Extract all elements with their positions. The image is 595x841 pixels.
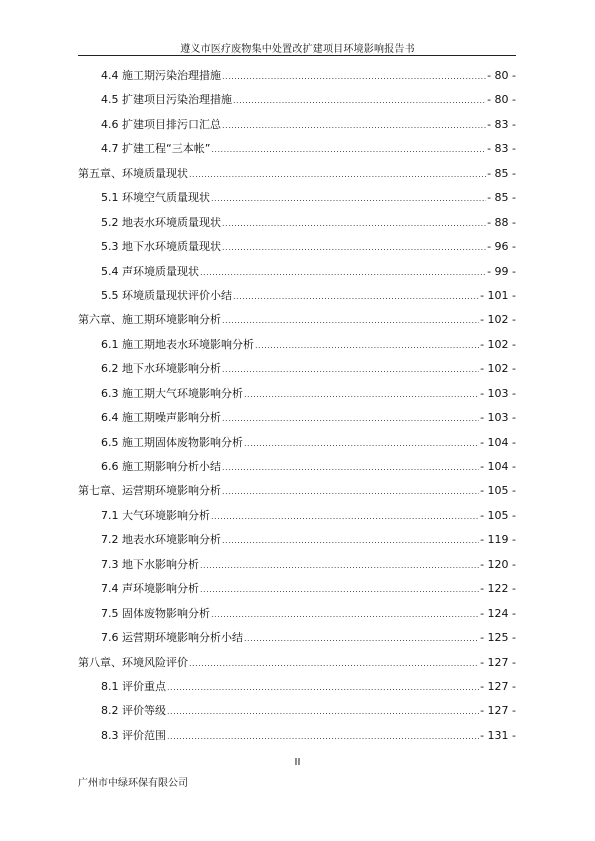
toc-entry-page[interactable]: - 104 -: [480, 435, 516, 449]
toc-entry[interactable]: [78, 214, 516, 238]
toc-entry[interactable]: [78, 531, 516, 555]
toc-entry[interactable]: [78, 263, 516, 287]
footer-company-name: 广州市中绿环保有限公司: [78, 778, 188, 789]
toc-entry-label[interactable]: 第八章、环境风险评价: [78, 655, 188, 669]
toc-entry[interactable]: [78, 458, 516, 482]
toc-entry[interactable]: [78, 580, 516, 604]
toc-entry[interactable]: [78, 605, 516, 629]
toc-entry[interactable]: [78, 287, 516, 311]
toc-entry[interactable]: [78, 238, 516, 262]
toc-entry-label[interactable]: 4.7 扩建工程“三本帐”: [101, 142, 211, 156]
toc-entry[interactable]: [78, 629, 516, 653]
toc-entry-page[interactable]: - 99 -: [487, 264, 516, 278]
toc-entry-label[interactable]: 第六章、施工期环境影响分析: [78, 313, 221, 327]
toc-entry-page[interactable]: - 83 -: [487, 142, 516, 156]
toc-entry-page[interactable]: - 127 -: [480, 704, 516, 718]
toc-entry[interactable]: [78, 91, 516, 115]
toc-entry-label[interactable]: 7.2 地表水环境影响分析: [101, 533, 221, 547]
toc-entry-page[interactable]: - 127 -: [480, 679, 516, 693]
toc-entry-label[interactable]: 5.1 环境空气质量现状: [101, 191, 210, 205]
toc-dot-leader: [222, 532, 479, 550]
toc-dot-leader: [211, 606, 479, 624]
toc-entry-label[interactable]: 第五章、环境质量现状: [78, 166, 188, 180]
toc-entry-page[interactable]: - 83 -: [487, 117, 516, 131]
toc-entry-label[interactable]: 4.6 扩建项目排污口汇总: [101, 117, 221, 131]
toc-entry-page[interactable]: - 104 -: [480, 460, 516, 473]
toc-dot-leader: [211, 141, 486, 159]
toc-entry[interactable]: [78, 482, 516, 506]
toc-dot-leader: [255, 337, 479, 355]
toc-entry-label[interactable]: 5.3 地下水环境质量现状: [101, 240, 221, 254]
toc-entry-page[interactable]: - 122 -: [480, 582, 516, 596]
toc-entry-page[interactable]: - 103 -: [480, 411, 516, 425]
toc-entry-label[interactable]: 6.6 施工期影响分析小结: [101, 460, 221, 473]
toc-entry[interactable]: [78, 165, 516, 189]
toc-entry-label[interactable]: 4.4 施工期污染治理措施: [101, 69, 221, 82]
toc-entry[interactable]: [78, 189, 516, 213]
toc-entry-label[interactable]: 7.5 固体废物影响分析: [101, 606, 210, 620]
toc-entry-page[interactable]: - 80 -: [487, 69, 516, 82]
toc-entry-page[interactable]: - 102 -: [480, 337, 516, 351]
toc-entry-label[interactable]: 5.2 地表水环境质量现状: [101, 215, 221, 229]
toc-entry[interactable]: [78, 385, 516, 409]
toc-entry-page[interactable]: - 102 -: [480, 313, 516, 327]
toc-entry[interactable]: [78, 311, 516, 335]
toc-entry-page[interactable]: - 105 -: [480, 508, 516, 522]
toc-dot-leader: [244, 630, 479, 648]
toc-dot-leader: [222, 117, 486, 135]
toc-dot-leader: [233, 92, 486, 110]
toc-entry[interactable]: [78, 556, 516, 580]
toc-entry[interactable]: [78, 360, 516, 384]
toc-dot-leader: [222, 68, 486, 86]
toc-dot-leader: [222, 410, 479, 428]
toc-entry-label[interactable]: 第七章、运营期环境影响分析: [78, 484, 221, 498]
toc-dot-leader: [222, 459, 479, 477]
toc-entry[interactable]: [78, 507, 516, 531]
toc-entry-label[interactable]: 7.1 大气环境影响分析: [101, 508, 210, 522]
page-header-title: 遵义市医疗废物集中处置改扩建项目环境影响报告书: [180, 44, 415, 55]
toc-entry-label[interactable]: 8.1 评价重点: [101, 679, 166, 693]
toc-entry-label[interactable]: 8.3 评价范围: [101, 728, 166, 742]
toc-dot-leader: [189, 166, 486, 184]
toc-entry-page[interactable]: - 80 -: [487, 93, 516, 107]
toc-entry-page[interactable]: - 85 -: [487, 191, 516, 205]
toc-entry[interactable]: [78, 336, 516, 360]
toc-entry-page[interactable]: - 88 -: [487, 215, 516, 229]
toc-entry[interactable]: [78, 678, 516, 702]
toc-entry[interactable]: [78, 140, 516, 164]
toc-entry[interactable]: [78, 409, 516, 433]
toc-entry-label[interactable]: 6.1 施工期地表水环境影响分析: [101, 337, 254, 351]
toc-dot-leader: [167, 703, 479, 721]
toc-entry[interactable]: [78, 434, 516, 458]
toc-entry-page[interactable]: - 119 -: [480, 533, 516, 547]
toc-entry-label[interactable]: 4.5 扩建项目污染治理措施: [101, 93, 232, 107]
toc-entry-label[interactable]: 7.4 声环境影响分析: [101, 582, 199, 596]
toc-entry-page[interactable]: - 105 -: [480, 484, 516, 498]
toc-entry[interactable]: [78, 727, 516, 751]
table-of-contents: [78, 67, 516, 751]
toc-entry[interactable]: [78, 702, 516, 726]
toc-entry-page[interactable]: - 124 -: [480, 606, 516, 620]
toc-dot-leader: [244, 435, 479, 453]
toc-dot-leader: [211, 508, 479, 526]
toc-entry-page[interactable]: - 131 -: [480, 728, 516, 742]
toc-entry-label[interactable]: 5.5 环境质量现状评价小结: [101, 288, 232, 302]
page-number: II: [294, 757, 301, 768]
toc-entry-page[interactable]: - 96 -: [487, 240, 516, 254]
toc-entry-page[interactable]: - 85 -: [487, 166, 516, 180]
toc-entry-page[interactable]: - 102 -: [480, 362, 516, 376]
toc-dot-leader: [189, 655, 479, 673]
toc-dot-leader: [222, 215, 486, 233]
toc-entry-label[interactable]: 6.5 施工期固体废物影响分析: [101, 435, 243, 449]
toc-dot-leader: [222, 312, 479, 330]
toc-dot-leader: [167, 679, 479, 697]
toc-entry-page[interactable]: - 125 -: [480, 631, 516, 645]
toc-dot-leader: [200, 581, 479, 599]
toc-entry-page[interactable]: - 103 -: [480, 386, 516, 400]
toc-entry[interactable]: [78, 116, 516, 140]
toc-dot-leader: [222, 361, 479, 379]
toc-dot-leader: [211, 190, 486, 208]
toc-entry[interactable]: [78, 67, 516, 91]
toc-entry-label[interactable]: 8.2 评价等级: [101, 704, 166, 718]
toc-dot-leader: [200, 264, 486, 282]
toc-dot-leader: [222, 483, 479, 501]
toc-dot-leader: [222, 239, 486, 257]
toc-entry-page[interactable]: - 127 -: [480, 655, 516, 669]
toc-entry-label[interactable]: 7.6 运营期环境影响分析小结: [101, 631, 243, 645]
toc-entry-label[interactable]: 6.3 施工期大气环境影响分析: [101, 386, 243, 400]
toc-entry-page[interactable]: - 101 -: [480, 288, 516, 302]
toc-entry-label[interactable]: 6.4 施工期噪声影响分析: [101, 411, 221, 425]
toc-entry-label[interactable]: 6.2 地下水环境影响分析: [101, 362, 221, 376]
toc-entry-label[interactable]: 7.3 地下水影响分析: [101, 557, 199, 571]
toc-entry-page[interactable]: - 120 -: [480, 557, 516, 571]
toc-dot-leader: [244, 386, 479, 404]
toc-dot-leader: [200, 557, 479, 575]
header-divider: [78, 55, 516, 56]
toc-entry[interactable]: [78, 654, 516, 678]
toc-entry-label[interactable]: 5.4 声环境质量现状: [101, 264, 199, 278]
toc-dot-leader: [167, 728, 479, 746]
toc-dot-leader: [233, 288, 479, 306]
